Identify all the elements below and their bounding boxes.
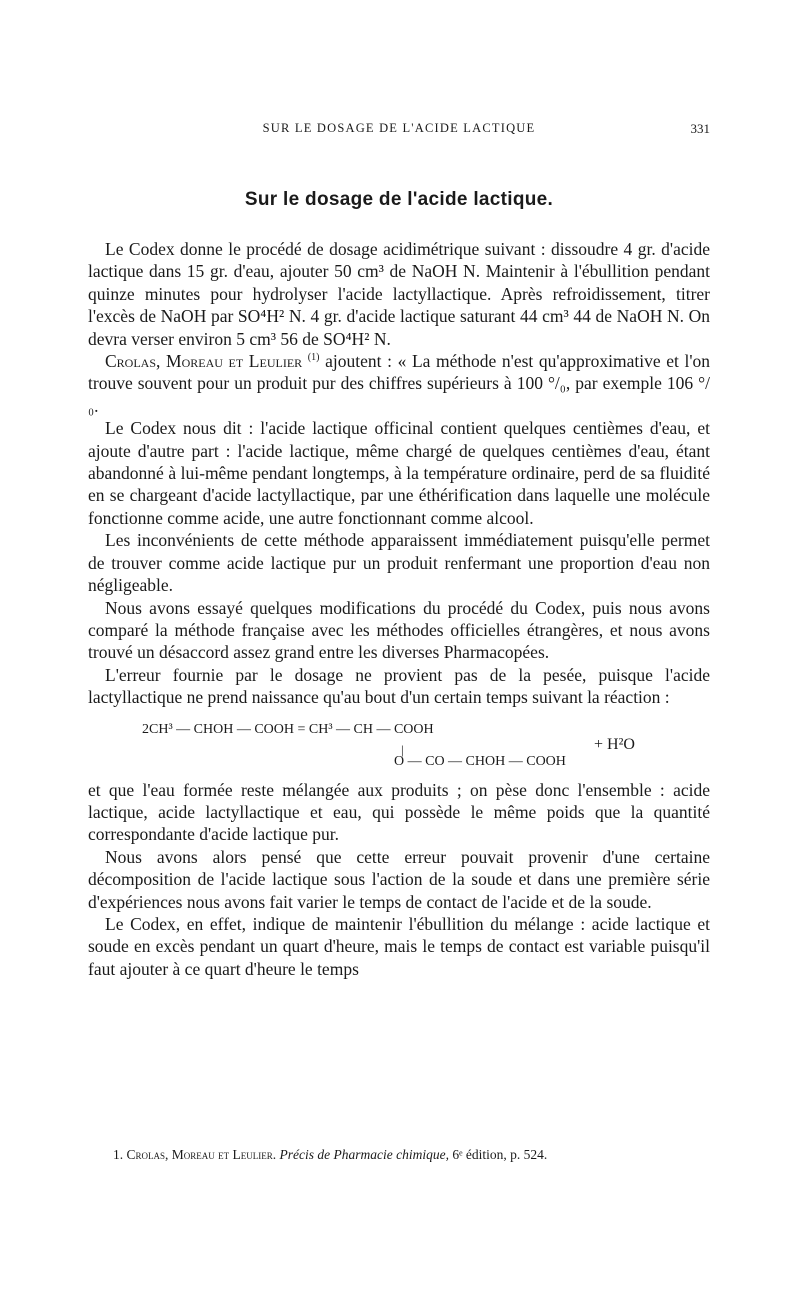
paragraph-inconvenients: Les inconvénients de cette méthode apparaissent immédiatement puisqu'elle permet de trouver comme acide lactique pur un produit renfermant une proportion d'eau non négligeable. bbox=[88, 530, 710, 596]
paragraph-codex-procedure: Le Codex donne le procédé de dosage acidimétrique suivant : dissoudre 4 gr. d'acide lactique dans 15 gr. d'eau, ajouter 50 cm³ de NaOH N. Maintenir à l'ébullition pendant quinze minutes pour hydrolyser l'acide lactyllactique. Après refroidissement, titrer l'excès de NaOH par SO⁴H² N. 4 gr. d'acide lactique saturant 44 cm³ 44 de NaOH N. On devra verser environ 5 cm³ 56 de SO⁴H² N. bbox=[88, 239, 710, 349]
page-number: 331 bbox=[690, 121, 710, 136]
cited-authors: Crolas, Moreau et Leulier bbox=[105, 351, 303, 372]
footnote bbox=[113, 1147, 713, 1163]
paragraph-decomposition: Nous avons alors pensé que cette erreur pouvait provenir d'une certaine décomposition de l'acide lactique sous l'action de la soude et dans une première série d'expériences nous avons fait varier le temps de contact de l'acide et de la soude. bbox=[88, 846, 710, 912]
reaction-formula bbox=[88, 713, 710, 771]
citation-text: ajoutent : « La méthode n'est qu'approximative et l'on trouve souvent pour un produit pur des chiffres supérieurs à 100 °/₀, par exemple 106 °/₀. bbox=[88, 351, 710, 416]
running-title: SUR LE DOSAGE DE L'ACIDE LACTIQUE bbox=[262, 121, 536, 135]
article-title: Sur le dosage de l'acide lactique. bbox=[244, 189, 554, 210]
paragraph-ebullition: Le Codex, en effet, indique de maintenir l'ébullition du mélange : acide lactique et soude en excès pendant un quart d'heure, mais le temps de contact est variable puisqu'il faut ajouter à ce quart d'heure le temps bbox=[88, 913, 710, 979]
footnote-number: 1. bbox=[113, 1147, 124, 1162]
article-body bbox=[88, 238, 710, 980]
paragraph-codex-water: Le Codex nous dit : l'acide lactique officinal contient quelques centièmes d'eau, et ajoute d'autre part : l'acide lactique, même chargé de quelques centièmes d'eau, étant abandonné à lui-même pendant longtemps, à la température ordinaire, perd de sa fluidité en se chargeant d'acide lactyllactique, par une éthérification dans laquelle une molécule fonctionne comme acide, une autre fonctionnant comme alcool. bbox=[88, 418, 710, 528]
footnote-authors: Crolas, Moreau et Leulier. bbox=[126, 1147, 277, 1162]
footnote-reference: (1) bbox=[307, 352, 320, 364]
formula-bond: | bbox=[401, 741, 404, 757]
formula-line-1: 2CH³ — CHOH — COOH = CH³ — CH — COOH bbox=[142, 721, 434, 737]
paragraph-modifications: Nous avons essayé quelques modifications du procédé du Codex, puis nous avons comparé la méthode française avec les méthodes officielles étrangères, et nous avons trouvé un désaccord assez grand entre les diverses Pharmacopées. bbox=[88, 597, 710, 663]
footnote-edition: 6ᵉ édition, p. 524. bbox=[452, 1147, 548, 1162]
paragraph-crolas-citation bbox=[88, 350, 710, 417]
running-head bbox=[88, 121, 710, 141]
formula-water-term: + H²O bbox=[594, 735, 635, 753]
formula-line-2: O — CO — CHOH — COOH bbox=[394, 753, 566, 769]
paragraph-erreur: L'erreur fournie par le dosage ne provient pas de la pesée, puisque l'acide lactyllactique ne prend naissance qu'au bout d'un certain temps suivant la réaction : bbox=[88, 664, 710, 708]
paragraph-eau-formee: et que l'eau formée reste mélangée aux produits ; on pèse donc l'ensemble : acide lactique, acide lactyllactique et eau, qui possède le même poids que la quantité correspondante d'acide lactique pur. bbox=[88, 779, 710, 845]
footnote-title: Précis de Pharmacie chimique, bbox=[279, 1147, 449, 1162]
